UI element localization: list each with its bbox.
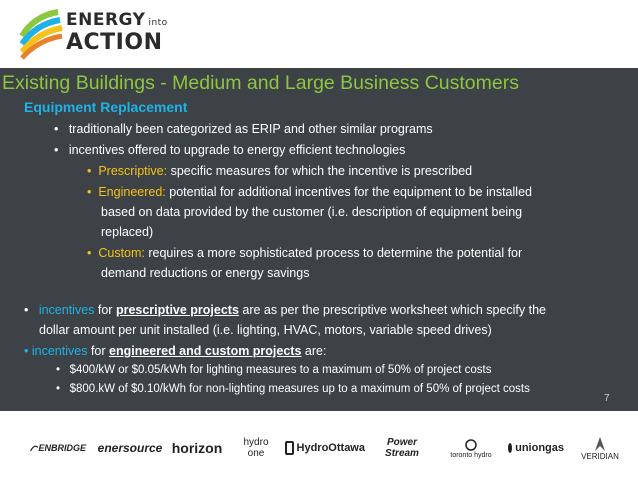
veridian-logo: VERIDIAN: [572, 431, 628, 465]
logo-text-action: ACTION: [66, 30, 163, 55]
enersource-logo: enersource: [97, 441, 163, 455]
sub-bullet-line: • Custom: requires a more sophisticated process to determine the potential for: [87, 246, 523, 260]
bullet-line: • incentives offered to upgrade to energy efficient technologies: [54, 143, 406, 157]
slide-body: [0, 68, 638, 411]
bullet-icon: •: [24, 303, 29, 317]
veridian-icon: [593, 436, 607, 452]
main-bullet-line: • incentives for prescriptive projects are as per the prescriptive worksheet which specify the: [24, 303, 547, 317]
sub-bullet-line: • $400/kW or $0.05/kWh for lighting measures to a maximum of 50% of project costs: [56, 364, 492, 376]
enbridge-icon: [30, 441, 38, 455]
hydro-one-logo: hydro one: [243, 437, 269, 459]
energy-into-action-logo: [18, 6, 178, 62]
logo-stripes-icon: [18, 8, 64, 60]
header: [0, 0, 638, 68]
bullet-icon: •: [56, 383, 61, 395]
bullet-icon: •: [87, 185, 92, 199]
horizon-logo: horizon: [171, 440, 223, 456]
bullet-icon: •: [56, 364, 61, 376]
sub-bullet-line: • $800.kW of $0.10/kWh for non-lighting measures up to a maximum of 50% of project costs: [56, 383, 530, 395]
hydro-ottawa-icon: [285, 441, 294, 455]
slide-title: Existing Buildings - Medium and Large Business Customers: [2, 72, 519, 94]
sponsor-logos-bar: [0, 411, 638, 479]
bullet-icon: •: [54, 122, 59, 136]
text-line: dollar amount per unit installed (i.e. lighting, HVAC, motors, variable speed drives): [39, 323, 492, 337]
page-number: 7: [604, 393, 610, 404]
union-gas-logo: uniongas: [508, 431, 564, 465]
sub-bullet-line: • Prescriptive: specific measures for which the incentive is prescribed: [87, 164, 473, 178]
text-line: based on data provided by the customer (i.e. description of equipment being: [101, 205, 523, 219]
toronto-hydro-logo: toronto hydro: [440, 431, 502, 465]
logo-text: ENERGY into: [66, 10, 168, 30]
slide-subtitle: Equipment Replacement: [24, 99, 188, 115]
sub-bullet-line: • Engineered: potential for additional incentives for the equipment to be installed: [87, 185, 532, 199]
bullet-icon: •: [87, 164, 92, 178]
union-gas-icon: [508, 443, 512, 453]
bullet-icon: •: [24, 344, 29, 358]
bullet-line: • traditionally been categorized as ERIP and other similar programs: [54, 122, 433, 136]
text-line: demand reductions or energy savings: [101, 266, 310, 280]
text-line: replaced): [101, 225, 154, 239]
hydro-ottawa-logo: HydroOttawa: [285, 431, 365, 465]
enbridge-logo: ENBRIDGE: [30, 431, 86, 465]
main-bullet-line: • incentives for engineered and custom projects are:: [24, 344, 327, 358]
bullet-icon: •: [54, 143, 59, 157]
bullet-icon: •: [87, 246, 92, 260]
power-stream-logo: Power Stream: [385, 437, 419, 459]
toronto-hydro-icon: [463, 438, 479, 452]
